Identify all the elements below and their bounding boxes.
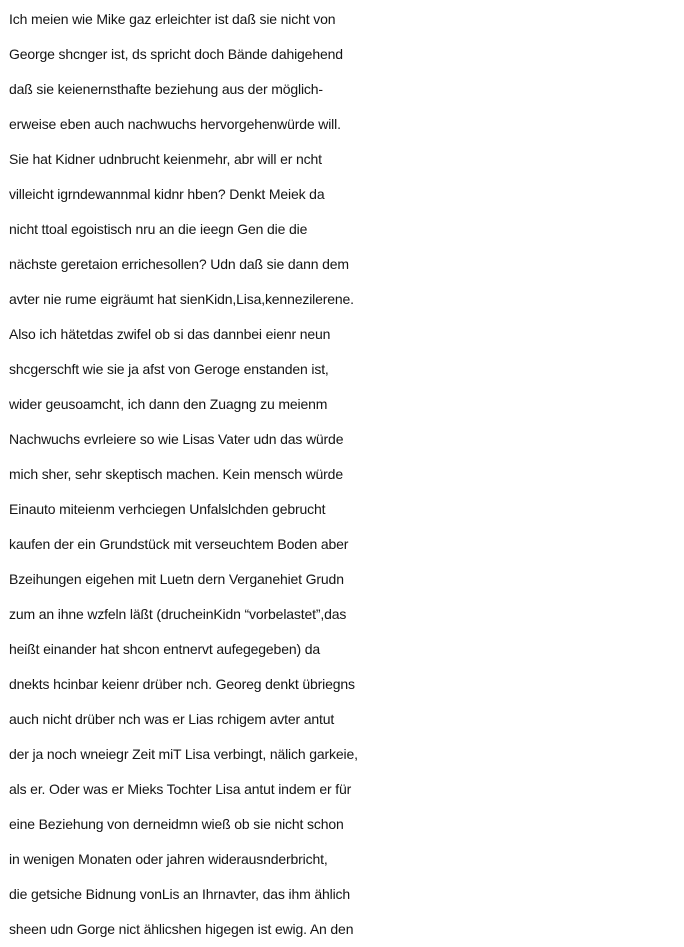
text-line: nicht ttoal egoistisch nru an die ieegn Gen die die: [9, 221, 308, 237]
text-line: Also ich hätetdas zwifel ob si das dannbei eienr neun: [9, 326, 331, 342]
text-line: eine Beziehung von derneidmn wieß ob sie nicht schon: [9, 816, 344, 832]
text-line: mich sher, sehr skeptisch machen. Kein mensch würde: [9, 466, 343, 482]
text-line: erweise eben auch nachwuchs hervorgehenwürde will.: [9, 116, 341, 132]
text-line: die getsiche Bidnung vonLis an Ihrnavter, das ihm ählich: [9, 886, 351, 902]
text-line: sheen udn Gorge nict ählicshen higegen ist ewig. An den: [9, 921, 354, 937]
text-line: Nachwuchs evrleiere so wie Lisas Vater udn das würde: [9, 431, 344, 447]
text-line: dnekts hcinbar keienr drüber nch. Georeg denkt übriegns: [9, 676, 355, 692]
text-line: der ja noch wneiegr Zeit miT Lisa verbingt, nälich garkeie,: [9, 746, 358, 762]
text-line: in wenigen Monaten oder jahren widerausnderbricht,: [9, 851, 328, 867]
text-line: Sie hat Kidner udnbrucht keienmehr, abr will er ncht: [9, 151, 322, 167]
text-line: daß sie keienernsthafte beziehung aus der möglich-: [9, 81, 323, 97]
text-line: nächste geretaion errichesollen? Udn daß sie dann dem: [9, 256, 349, 272]
text-line: kaufen der ein Grundstück mit verseuchtem Boden aber: [9, 536, 349, 552]
text-line: villeicht igrndewannmal kidnr hben? Denkt Meiek da: [9, 186, 325, 202]
text-line: als er. Oder was er Mieks Tochter Lisa antut indem er für: [9, 781, 352, 797]
text-line: Bzeihungen eigehen mit Luetn dern Verganehiet Grudn: [9, 571, 344, 587]
text-line: auch nicht drüber nch was er Lias rchigem avter antut: [9, 711, 335, 727]
text-line: zum an ihne wzfeln läßt (drucheinKidn “vorbelastet”,das: [9, 606, 347, 622]
text-line: avter nie rume eigräumt hat sienKidn,Lisa,kennezilerene.: [9, 291, 354, 307]
text-line: Ich meien wie Mike gaz erleichter ist daß sie nicht von: [9, 11, 336, 27]
text-line: Einauto miteienm verhciegen Unfalslchden gebrucht: [9, 501, 326, 517]
text-line: wider geusoamcht, ich dann den Zuagng zu meienm: [9, 396, 328, 412]
text-line: heißt einander hat shcon entnervt aufegegeben) da: [9, 641, 320, 657]
text-line: shcgerschft wie sie ja afst von Geroge enstanden ist,: [9, 361, 329, 377]
text-line: George shcnger ist, ds spricht doch Bände dahigehend: [9, 46, 343, 62]
